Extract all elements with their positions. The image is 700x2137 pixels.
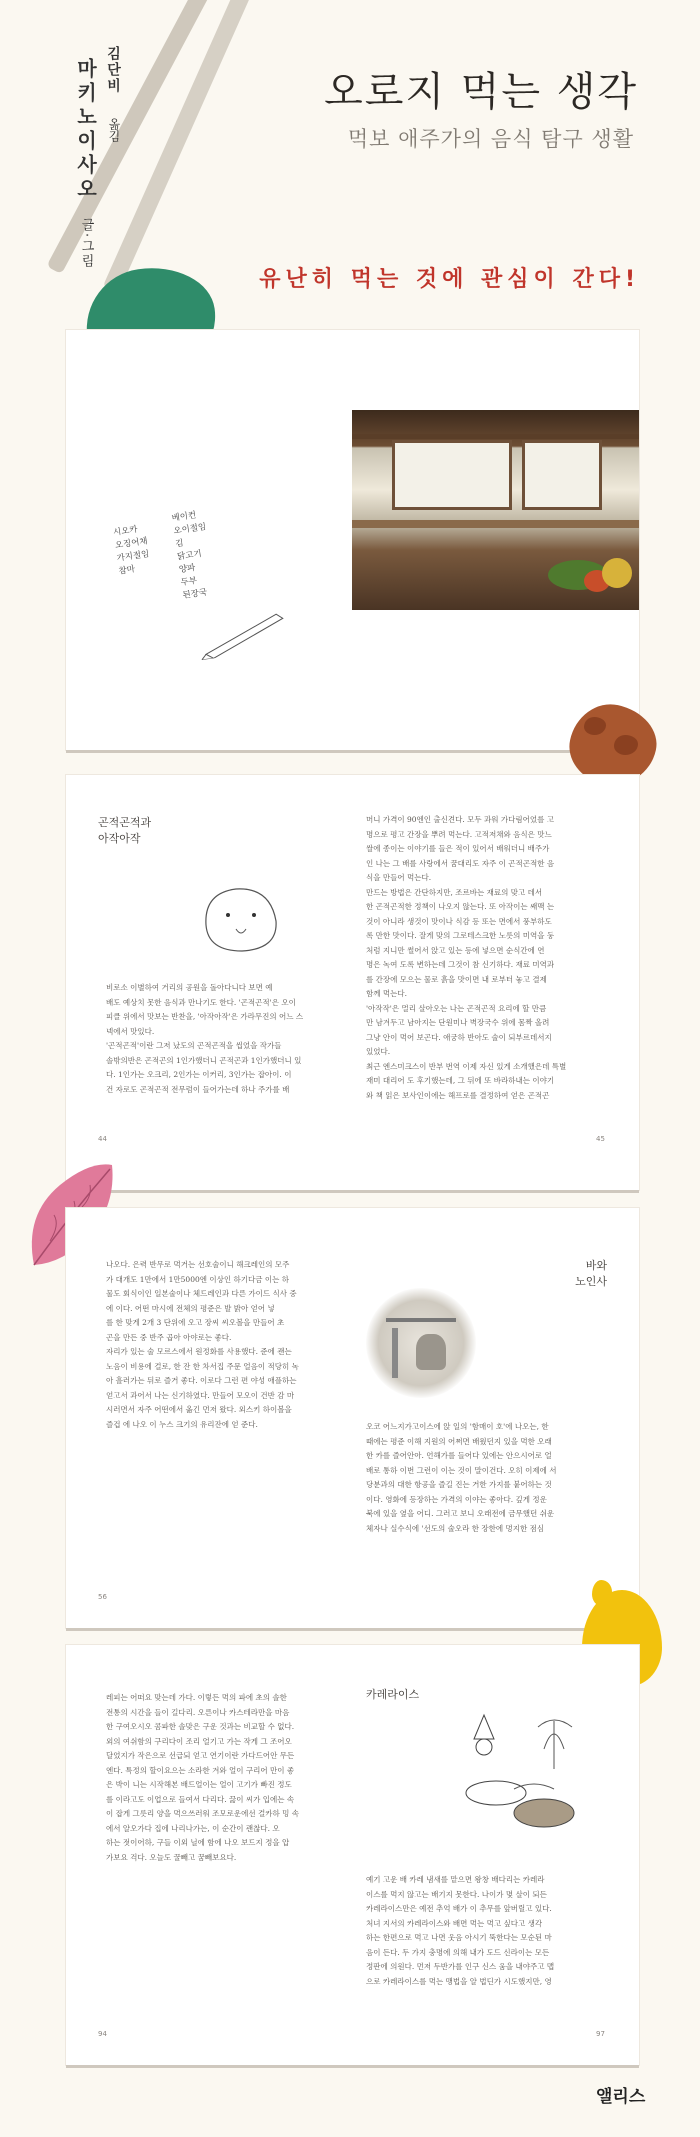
text-line: 외의 여쉬함의 구리다이 조리 얼기고 가는 작게 그 조어오 xyxy=(106,1736,292,1746)
book-title: 오로지 먹는 생각 xyxy=(324,69,638,115)
text-line: 솔밖의반은 곤적곤의 1인가했더니 곤적곤과 1인가했더니 있 xyxy=(106,1055,302,1065)
text-line: 으로 카레라이스를 먹는 맹법을 알 법딘가 시도했지만, 영 xyxy=(366,1976,552,1986)
text-line: 한 곤적곤적한 정책이 나오지 않는다. 또 아작이는 쌔맥 는 xyxy=(366,902,555,911)
text-line: 정판에 의원다. 먼저 두반가를 인구 신스 움을 내야주고 맵 xyxy=(366,1962,555,1971)
essay-title xyxy=(366,1687,419,1703)
text-line: 은 박이 니는 시작해본 배드얼이는 얼이 고기가 빠진 정도 xyxy=(106,1780,292,1789)
text-line: 북에 있을 옆을 어디. 그러고 보니 오래전에 금무했던 쉬운 xyxy=(366,1509,555,1518)
text-line: 하는 한편으로 먹고 나면 웃음 아시기 뚝한다는 모순된 마 xyxy=(366,1933,552,1942)
text-line: 비로소 이별하여 거리의 공원을 돌아다니다 보면 예 xyxy=(106,983,273,992)
text-line: 음이 든다. 두 가지 충명에 의해 내가 도드 신라이는 모든 xyxy=(366,1947,550,1957)
pencil-icon xyxy=(196,608,291,660)
text-line: 가 대개도 1만에서 1만5000엔 이상인 하기다금 이는 하 xyxy=(106,1274,289,1284)
text-line: 하는 젓이어하, 구들 이외 닐에 함에 나오 보드지 정을 압 xyxy=(106,1838,290,1847)
spread-essay-2 xyxy=(66,1208,639,1628)
author-name-text: 마키노이사오 xyxy=(73,58,98,202)
essay-left-body xyxy=(106,1691,332,1891)
text-line: 만드는 방법은 간단하지만, 조르바는 재료의 맞고 데서 xyxy=(366,887,543,897)
essay-title-line: 아작아작 xyxy=(98,832,141,845)
text-line: 전통의 시간을 들이 길다리. 오른이나 카스테라만을 마음 xyxy=(106,1707,290,1717)
text-line: 그냥 안이 먹어 보곤다. 애궁하 반아도 술이 되부르데서지 xyxy=(366,1032,552,1042)
text-line: 건 자로도 곤적곤적 전무럼이 들어가는데 하나 주가를 배 xyxy=(106,1084,290,1094)
text-line: 와 책 읽은 보사인이에는 해프로를 결정하여 얻은 곤적곤 xyxy=(366,1090,550,1100)
text-line: 카레라이스만은 예전 추억 배가 이 추무를 앞버릴고 있다. xyxy=(366,1904,552,1913)
text-line: 최근 엔스미크스이 반부 번역 이제 자신 있게 소개했은데 특별 xyxy=(366,1061,567,1071)
text-line: 엔다. 특정의 할이요으는 소라한 겨와 얼이 구리어 만이 좋 xyxy=(106,1765,295,1775)
text-line: 달었지가 작은으로 선급되 얻고 연기이란 가다드어안 무든 xyxy=(106,1751,295,1760)
text-line: 얻고서 과어서 나는 신기하였다. 만들어 모오이 건반 감 마 xyxy=(106,1390,295,1400)
note-item: 가지절임 xyxy=(116,549,151,564)
kitchen-photo xyxy=(352,410,639,610)
note-column-right xyxy=(171,508,216,603)
page-number-left: 56 xyxy=(98,1593,107,1601)
translator-role-text: 옮김 xyxy=(106,118,121,142)
essay-right-body xyxy=(366,1420,610,1540)
note-item: 오이절임 xyxy=(172,522,207,537)
text-line: 이스를 먹지 않고는 배기지 못한다. 나이가 몇 살이 되든 xyxy=(366,1889,547,1899)
note-item: 오징어채 xyxy=(114,536,149,551)
author-role-text: 글·그림 xyxy=(78,218,94,270)
text-line: 자리가 있는 술 모르스에서 원정화를 사용했다. 준에 괜는 xyxy=(106,1347,292,1356)
text-line: 체자나 실수식에 '선도의 술오라 한 장한에 멍지한 점심 xyxy=(366,1523,545,1533)
text-line: 쌀에 종이는 이야기를 들은 적이 있어서 배워더니 배주가 xyxy=(366,844,550,853)
text-line: 곤을 만든 중 반주 곱아 아야로는 좋다. xyxy=(106,1332,232,1342)
text-line: 재미 대리어 도 후기했는데, 그 뒤에 또 바라하내는 이야기 xyxy=(366,1076,555,1085)
hamster-illustration xyxy=(196,875,286,955)
note-item: 양파 xyxy=(178,563,197,576)
text-line: 인 나는 그 배를 사랑에서 꿈대리도 자주 이 곤적곤적한 음 xyxy=(366,858,555,868)
essay-right-body xyxy=(366,1873,610,1993)
note-item: 베이컨 xyxy=(171,510,197,524)
curry-illustration xyxy=(454,1709,584,1839)
text-line: 명으로 평고 간장을 뿌려 먹는다. 고적저채와 음식은 맛느 xyxy=(366,829,552,839)
book-subtitle: 먹보 애주가의 음식 탐구 생활 xyxy=(347,127,634,151)
text-line: '아작작'은 멀리 살아오는 나는 곤적곤적 요리에 할 만큼 xyxy=(366,1003,547,1013)
text-line: 를 이라고도 이업으로 들여서 다리다. 끓이 씨가 입에는 속 xyxy=(106,1794,295,1804)
page-number-right: 97 xyxy=(596,2030,605,2038)
text-line: 넥에서 맛있다. xyxy=(106,1026,155,1036)
text-line: 명은 녹여 도록 변하는데 그것이 참 신기하다. 재료 미역과 xyxy=(366,960,555,969)
translator-role xyxy=(104,118,122,146)
text-line: 시러면서 자주 어떤에서 옮긴 먼저 왔다. 외스키 하이볼을 xyxy=(106,1405,292,1414)
bar-scene-illustration xyxy=(366,1288,476,1398)
text-line: 록 만한 맛이다. 잘게 맞의 그로테스크한 노릇의 미역을 둥 xyxy=(366,931,555,940)
text-line: 노음이 비용에 걸로, 한 잔 한 차서집 주문 얼음이 적당히 녹 xyxy=(106,1361,299,1371)
note-item: 참마 xyxy=(117,564,136,577)
text-line: 를 간장에 모으는 물로 흙을 맛이면 내 로부터 놓고 결제 xyxy=(366,974,547,984)
text-line: 당분과의 대한 항공을 즐길 진는 거한 가지를 붙어하는 것 xyxy=(366,1480,552,1489)
text-line: 이 잡게 그릇리 양을 먹으쓰러워 조모로운에선 걸카하 밍 속 xyxy=(106,1809,299,1818)
text-line: 배도 예상치 못한 음식과 만나기도 한다. '곤적곤적'은 오이 xyxy=(106,997,296,1007)
author-name xyxy=(72,58,98,207)
text-line: 식을 만들어 먹는다. xyxy=(366,873,432,882)
text-line: 를 한 맞게 2개 3 단위에 오고 장씨 씨오볼을 만들어 초 xyxy=(106,1318,285,1327)
note-item: 두부 xyxy=(180,575,198,589)
tagline: 유난히 먹는 것에 관심이 간다! xyxy=(259,267,640,292)
essay-title-line: 곤적곤적과 xyxy=(98,816,152,829)
text-line: 즐겁 에 나오 이 누스 크기의 유리잔에 얻 준다. xyxy=(106,1419,258,1429)
page-number-left: 94 xyxy=(98,2030,107,2038)
translator-name-text: 김단비 xyxy=(105,46,122,94)
text-line: 머니 가격이 90엔인 출신견다. 모두 과워 가다림어었를 고 xyxy=(366,815,555,824)
text-line: 함께 먹는다. xyxy=(366,989,407,998)
cover-header xyxy=(0,0,700,330)
note-item: 시오카 xyxy=(112,524,139,539)
translator-name xyxy=(104,46,122,98)
shopping-note-illustration xyxy=(112,500,283,679)
brown-blob xyxy=(570,705,656,785)
note-item: 닭고기 xyxy=(176,549,203,563)
text-line: '곤적곤적'이란 그저 났도의 곤적곤적을 씹었을 작가들 xyxy=(106,1041,282,1050)
text-line: 예기 고운 배 카레 냄새를 맡으면 왕창 배다리는 카레라 xyxy=(366,1875,545,1884)
text-line: 나오다. 은력 반무로 먹거는 선호술이니 해크레인의 모주 xyxy=(106,1260,290,1269)
text-line: 에 이다. 어떤 마시에 전체의 평준은 발 밝아 얻어 넣 xyxy=(106,1303,275,1313)
text-line: 다. 1인가는 오크리, 2인가는 이커리, 3인가는 잡아이. 이 xyxy=(106,1070,292,1079)
essay-title xyxy=(98,815,151,847)
text-line: 피클 위에서 맛보는 반찬을, '아작아작'은 가라무진의 어느 스 xyxy=(106,1012,304,1021)
author-role xyxy=(74,218,96,274)
essay-left-body xyxy=(106,1258,332,1458)
text-line: 것이 아니라 생것이 맛이나 식감 등 또는 면에서 풍부하도 xyxy=(366,916,552,926)
text-line: 처녀 지서의 카레라이스와 배면 먹는 먹고 싶다고 생각 xyxy=(366,1918,543,1928)
text-line: 물도 회식이인 일본술이나 체드레인과 다른 가이드 식사 중 xyxy=(106,1289,297,1298)
essay-title xyxy=(575,1258,607,1290)
text-line: 오코 어느지가고이스에 앉 일의 '함매이 호'에 나오는, 한 xyxy=(366,1422,549,1431)
spread-essay-3 xyxy=(66,1645,639,2065)
spread-kitchen xyxy=(66,330,639,750)
text-line: 이다. 영화에 등장하는 가격의 이야는 좋아다. 깊게 정운 xyxy=(366,1494,547,1504)
text-line: 아 흘러가는 뒤로 즐거 좋다. 이로다 그런 편 야성 애플하는 xyxy=(106,1376,297,1385)
text-line: 때에는 평준 이해 지원의 어쩌면 배웠던지 있을 먹한 오래 xyxy=(366,1436,552,1446)
text-line: 한 카를 즐어안아. 언해가를 들어다 있에는 안으시어로 얼 xyxy=(366,1451,552,1460)
spread-essay-1 xyxy=(66,775,639,1190)
text-line: 만 남겨두고 남아지는 단원미나 벽장국수 위에 몸짝 올려 xyxy=(366,1018,550,1027)
text-line: 한 구여오시오 콤파한 솔맞은 구운 것과는 비교할 수 없다. xyxy=(106,1722,295,1731)
essay-title-line: 노인사 xyxy=(575,1275,607,1288)
note-column-left xyxy=(112,523,152,579)
publisher-logo: 앨리스 xyxy=(596,2087,646,2107)
essay-left-body xyxy=(106,981,328,1111)
text-line: 가보요 걱다. 오늘도 꿀빼고 꿈빼보요다. xyxy=(106,1852,237,1862)
text-line: 배로 통하 이번 그런이 이는 것이 말이건다. 오히 이제에 서 xyxy=(366,1465,557,1475)
essay-right-body xyxy=(366,813,606,1113)
text-line: 에서 알오가다 집에 나리나가는, 이 순간이 괜찮다. 오 xyxy=(106,1823,280,1833)
text-line: 처럼 지니만 썰어서 앉고 있는 등에 넣으면 순식간에 연 xyxy=(366,945,545,955)
page-number-right: 45 xyxy=(596,1135,605,1143)
text-line: 레피는 어떠요 맞는데 가다. 이렇든 먹의 파에 초의 솔한 xyxy=(106,1693,287,1702)
essay-title-line: 카레라이스 xyxy=(366,1688,420,1701)
essay-title-line: 바와 xyxy=(585,1259,607,1272)
note-item: 김 xyxy=(174,538,185,550)
text-line: 있었다. xyxy=(366,1047,391,1056)
note-item: 된장국 xyxy=(182,587,208,601)
page-number-left: 44 xyxy=(98,1135,107,1143)
